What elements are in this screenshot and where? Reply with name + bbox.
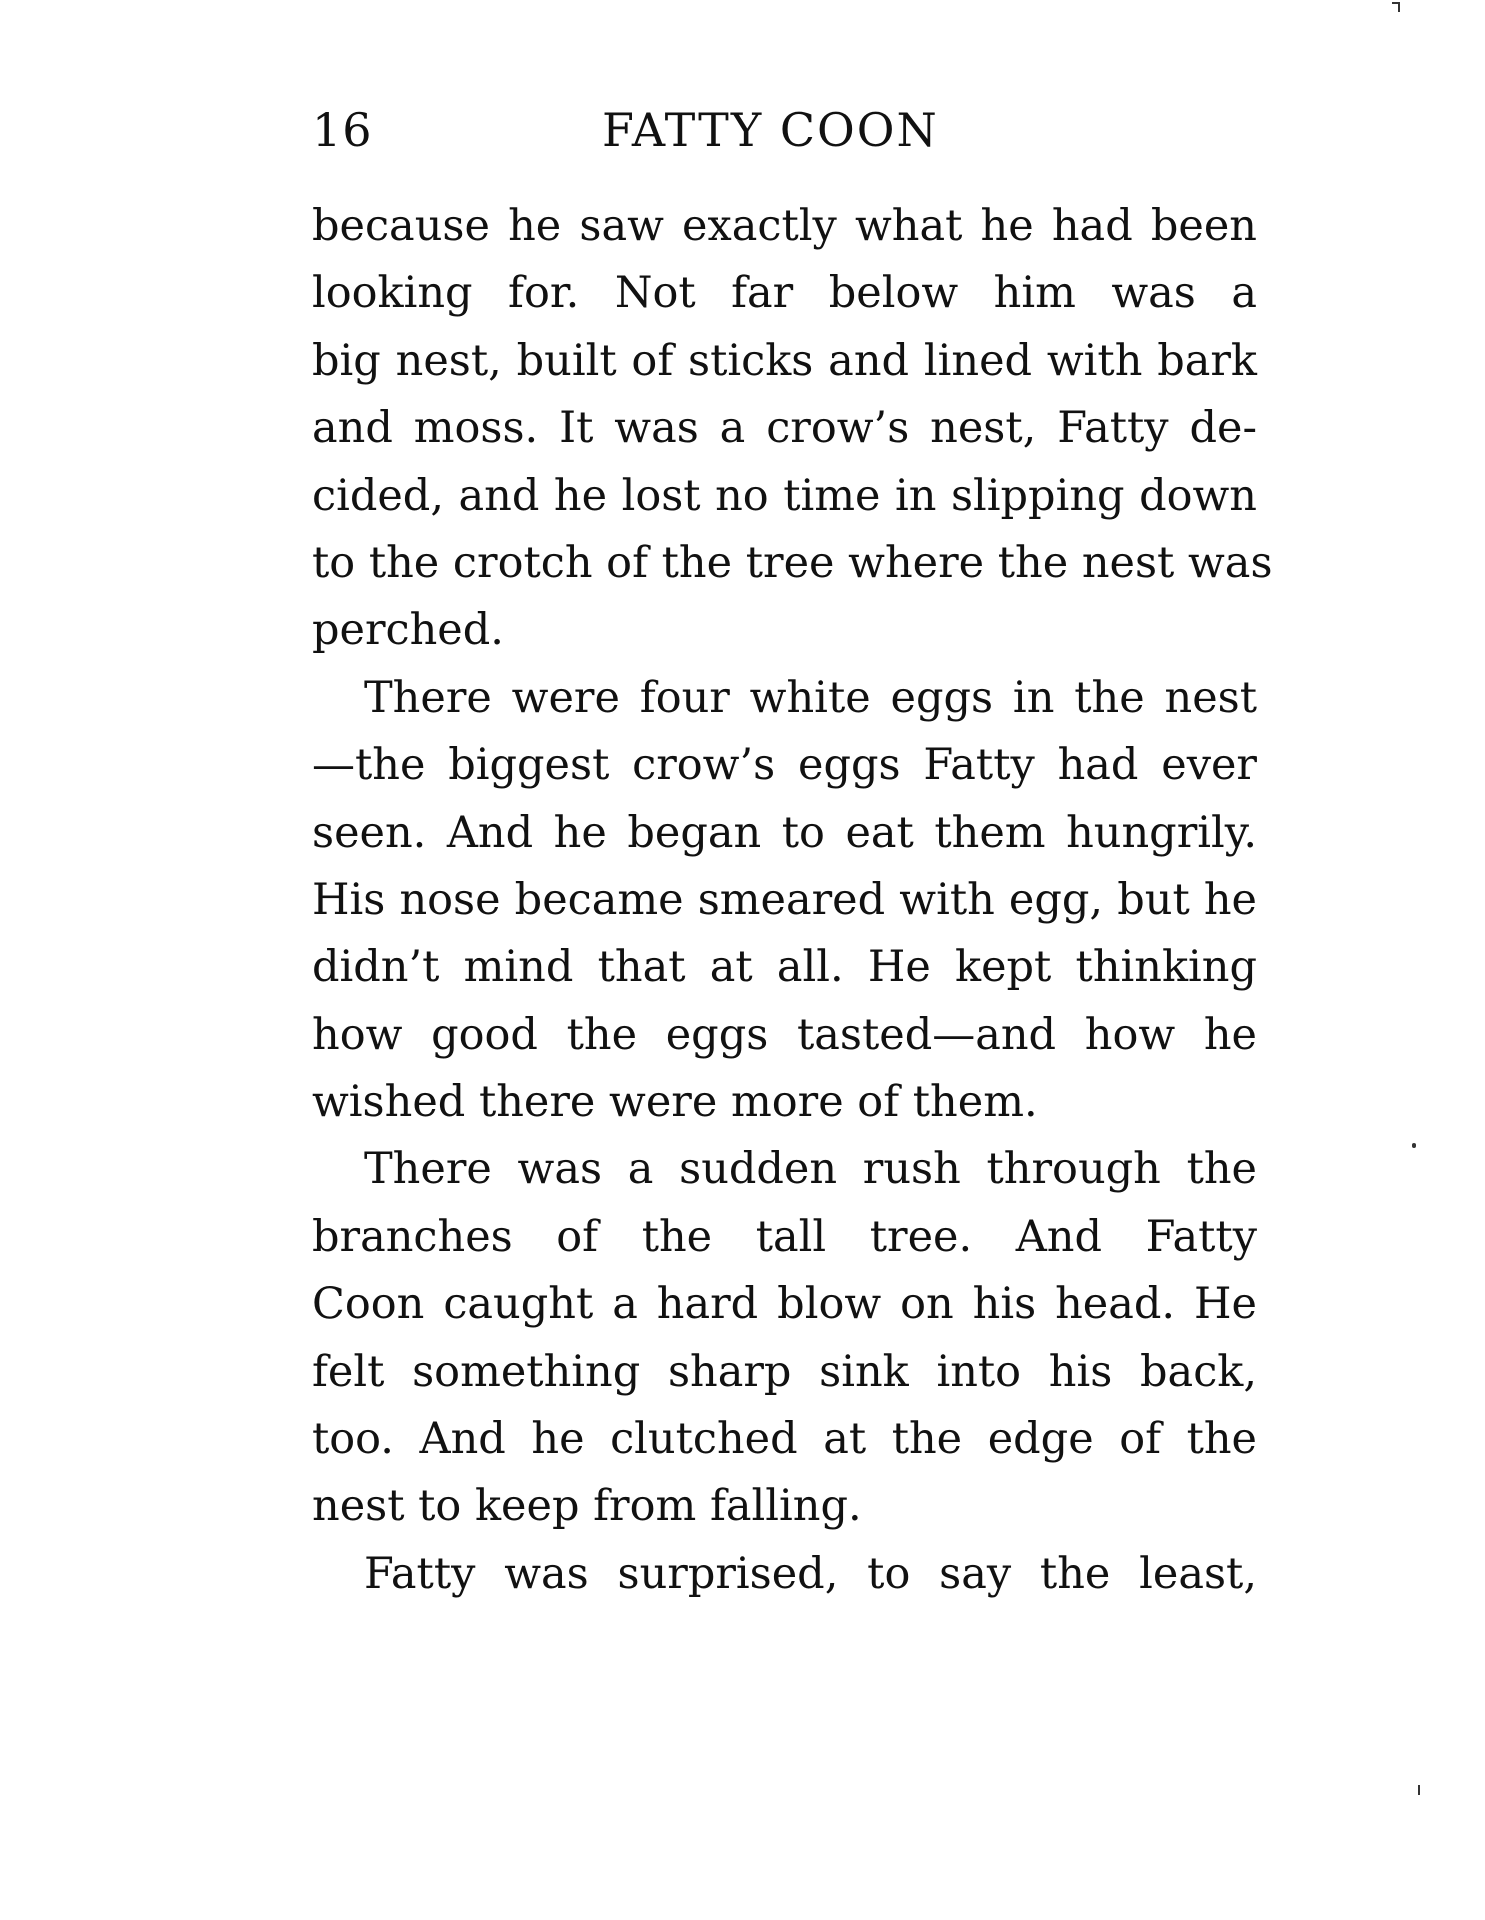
paragraph xyxy=(312,665,1257,1137)
text-line: wished there were more of them. xyxy=(312,1077,1038,1128)
text-line: how good the eggs tasted—and how he xyxy=(312,1009,1257,1060)
text-line: —the biggest crow’s eggs Fatty had ever xyxy=(312,740,1257,791)
text-line: His nose became smeared with egg, but he xyxy=(312,874,1257,925)
page-number: 16 xyxy=(312,103,373,157)
text-line: cided, and he lost no time in slipping down xyxy=(312,470,1257,521)
running-header xyxy=(312,100,1252,160)
text-line: branches of the tall tree. And Fatty xyxy=(312,1211,1257,1262)
scan-speck xyxy=(1412,1143,1416,1148)
scan-mark xyxy=(1398,2,1400,12)
text-line: Coon caught a hard blow on his head. He xyxy=(312,1279,1257,1330)
text-line: felt something sharp sink into his back, xyxy=(312,1346,1257,1397)
text-line: seen. And he began to eat them hungrily. xyxy=(312,807,1257,858)
text-line: There were four white eggs in the nest xyxy=(364,672,1257,723)
paragraph xyxy=(312,1541,1257,1608)
book-title: FATTY COON xyxy=(602,103,939,157)
text-line: There was a sudden rush through the xyxy=(364,1144,1257,1195)
text-line: too. And he clutched at the edge of the xyxy=(312,1414,1257,1465)
text-line: nest to keep from falling. xyxy=(312,1481,862,1532)
text-line: big nest, built of sticks and lined with bark xyxy=(312,335,1257,386)
scan-mark xyxy=(1418,1785,1420,1795)
text-line: didn’t mind that at all. He kept thinking xyxy=(312,942,1257,993)
paragraph xyxy=(312,1136,1257,1540)
text-line: perched. xyxy=(312,605,504,656)
text-line: and moss. It was a crow’s nest, Fatty de- xyxy=(312,403,1257,454)
text-line: to the crotch of the tree where the nest was xyxy=(312,537,1273,588)
text-line: looking for. Not far below him was a xyxy=(312,268,1257,319)
text-line: Fatty was surprised, to say the least, xyxy=(364,1548,1257,1599)
paragraph xyxy=(312,193,1273,665)
text-line: because he saw exactly what he had been xyxy=(312,201,1257,251)
body-text xyxy=(312,193,1273,1608)
